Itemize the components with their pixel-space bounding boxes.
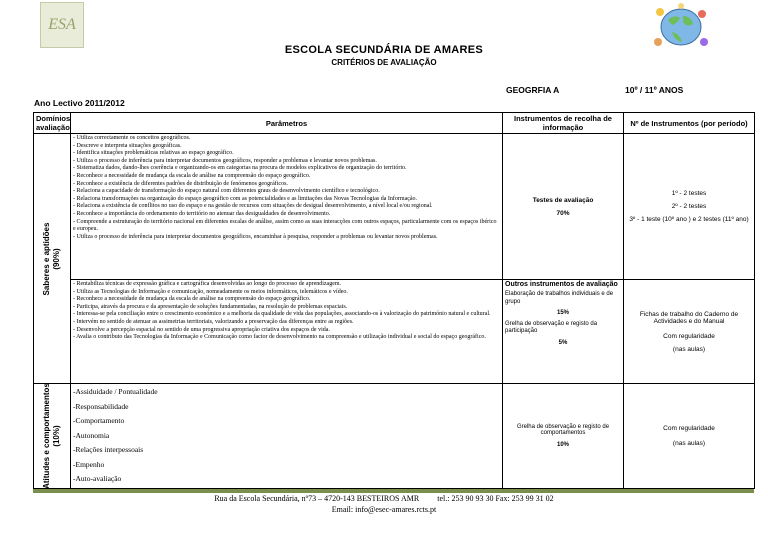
criteria-table xyxy=(33,112,755,489)
footer xyxy=(0,493,768,515)
document-title: CRITÉRIOS DE AVALIAÇÃO xyxy=(331,58,437,67)
table-row xyxy=(34,280,755,384)
instr-attitudes: Grelha de observação e registo de comportamentos 10% xyxy=(503,384,624,489)
subject-label: GEOGRFIA A xyxy=(506,85,560,95)
instr-tests: Testes de avaliação 70% xyxy=(503,134,624,280)
school-logo: ESA xyxy=(40,2,84,48)
col-count: Nº de Instrumentos (por período) xyxy=(624,113,755,134)
instr-other: Outros instrumentos de avaliação Elaboração de trabalhos individuais e de grupo 15% Grelha de observação e registo da participação 5% xyxy=(503,280,624,384)
domain-attitudes: Atitudes e comportamentos (10%) xyxy=(34,384,71,489)
count-tests: 1º - 2 testes 2º - 2 testes 3º - 1 teste (10º ano ) e 2 testes (11º ano) xyxy=(624,134,755,280)
params-skills: - Rentabiliza técnicas de expressão gráfica e cartográfica desenvolvidas ao longo do processo de aprendizagem. - Utiliza as Tecnologias de Informação e comunicação, nomeadamente os meios informáticos, telemáticos e vídeo. - Reconhece a necessidade de mudança da escala de análise na compreensão do espaço geográfico. - Participa, através da procura e da apresentação de soluções fundamentadas, na resolução de problemas espaciais. - Interessa-se pela conciliação entre o crescimento económico e a melhoria da qualidade de vida das populações, associando-os à valorização do património natural e cultural. - Intervém no sentido de atenuar as assimetrias territoriais, valorizando a preservação das diferenças entre as regiões. - Desenvolve a percepção espacial no sentido de uma progressiva apropriação criativa dos espaços de vida. - Avalia o contributo das Tecnologias da Informação e Comunicação como factor de desenvolvimento na compreensão e utilização individual e social do espaço geográfico. xyxy=(71,280,503,384)
grade-label: 10º / 11º ANOS xyxy=(625,85,684,95)
school-year: Ano Lectivo 2011/2012 xyxy=(34,98,125,108)
col-params: Parâmetros xyxy=(71,113,503,134)
table-row xyxy=(34,134,755,280)
footer-address: Rua da Escola Secundária, nº73 – 4720-143 BESTEIROS AMR tel.: 253 90 93 30 Fax: 253 99 31 02 xyxy=(214,494,554,503)
col-domains: Domínios avaliação xyxy=(34,113,71,134)
col-instruments: Instrumentos de recolha de informação xyxy=(503,113,624,134)
domain-knowledge: Saberes e aptidões (90%) xyxy=(34,134,71,384)
footer-email: Email: info@esec-amares.rcts.pt xyxy=(331,505,437,514)
table-row xyxy=(34,384,755,489)
params-knowledge: - Utiliza correctamente os conceitos geográficos. - Descreve e interpreta situações geográficas. - Identifica situações problemáticas relativas ao espaço geográfico. - Utiliza o processo de inferência para interpretar documentos geográficos, responder a problemas e levantar novos problemas. - Sistematiza dados, dando-lhes coerência e organizando-os em categorias na procura de modelos explicativos de organização do território. - Reconhece a necessidade de mudança da escala de análise na compreensão do espaço geográfico. - Reconhece a existência de diferentes padrões de distribuição de fenómenos geográficos. - Relaciona a capacidade de transformação do espaço natural com diferentes graus de desenvolvimento científico e tecnológico. - Relaciona transformações na organização do espaço geográfico com as potencialidades e as limitações das Novas Tecnologias da Informação. - Relaciona a existência de conflitos no uso do espaço e na gestão de recursos com situações de desigual desenvolvimento, a nível local e/ou regional. - Reconhece a importância do ordenamento do território no atenuar das desigualdades de desenvolvimento. - Compreende a estruturação do território nacional em diferentes escalas de análise, assim como as suas interacções com outros espaços, particularmente com os espaços ibérico e europeu. - Utiliza o processo de inferência para interpretar documentos geográficos, encaminhar à pesquisa, responder a problemas ou levantar novos problemas. xyxy=(71,134,503,280)
school-name: ESCOLA SECUNDÁRIA DE AMARES xyxy=(284,44,484,56)
table-header-row xyxy=(34,113,755,134)
count-other: Fichas de trabalho do Caderno de Actividades e do Manual Com regularidade (nas aulas) xyxy=(624,280,755,384)
count-attitudes: Com regularidade (nas aulas) xyxy=(624,384,755,489)
params-attitudes: -Assiduidade / Pontualidade -Responsabilidade -Comportamento -Autonomia -Relações interpessoais -Empenho -Auto-avaliação xyxy=(71,384,503,489)
